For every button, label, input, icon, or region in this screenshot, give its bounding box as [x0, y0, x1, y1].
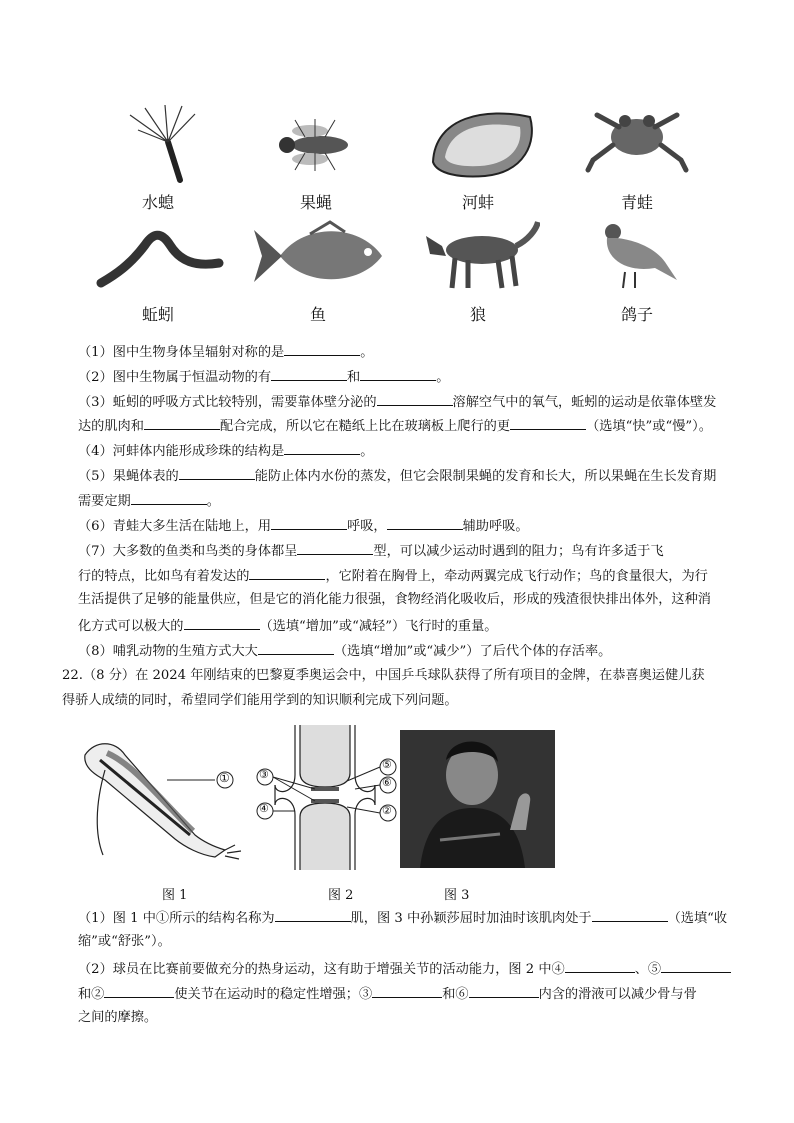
q21-line-1: （1）图中生物身体呈辐射对称的是 。: [78, 341, 738, 363]
answer-blank[interactable]: [284, 440, 360, 455]
figure-1-caption: 图 1: [162, 888, 188, 903]
q21-line-12: 化方式可以极大的 （选填“增加”或“减轻”）飞行时的重量。: [78, 615, 738, 637]
mussel-image: [425, 102, 540, 182]
q21-line-9: （7）大多数的鱼类和鸟类的身体都呈 型，可以减少运动时遇到的阻力；鸟有许多适于飞: [78, 540, 738, 562]
caption-fish: 鱼: [309, 305, 326, 324]
q21-line-2: （2）图中生物属于恒温动物的有 和 。: [78, 366, 738, 388]
answer-blank[interactable]: [249, 565, 325, 580]
q21-line-5: （4）河蚌体内能形成珍珠的结构是 。: [78, 440, 738, 462]
hydra-image: [110, 100, 220, 185]
wolf-image: [420, 218, 540, 293]
caption-earthworm: 蚯蚓: [141, 305, 174, 324]
caption-fruitfly: 果蝇: [299, 193, 332, 212]
caption-pigeon: 鸽子: [620, 305, 653, 324]
q21-line-3: （3）蚯蚓的呼吸方式比较特别，需要靠体壁分泌的 溶解空气中的氧气，蚯蚓的运动是依靠体壁发: [78, 391, 738, 413]
q22-line-2: 缩”或“舒张”）。: [78, 934, 171, 949]
q22-intro-1: 22.（8 分）在 2024 年刚结束的巴黎夏季奥运会中，中国乒乓球队获得了所有项目的金牌，在恭喜奥运健儿获: [62, 668, 705, 683]
answer-blank[interactable]: [661, 958, 731, 973]
answer-blank[interactable]: [510, 415, 586, 430]
label-6: ⑥: [382, 776, 392, 789]
answer-blank[interactable]: [469, 983, 539, 998]
q22-line-4: 和② 使关节在运动时的稳定性增强；③ 和⑥ 内含的滑液可以减少骨与骨: [78, 983, 738, 1005]
answer-blank[interactable]: [275, 907, 351, 922]
figure-3-photo: [400, 730, 555, 868]
answer-blank[interactable]: [372, 983, 442, 998]
label-4: ④: [259, 802, 269, 815]
answer-blank[interactable]: [360, 366, 436, 381]
answer-blank[interactable]: [271, 515, 347, 530]
caption-mussel: 河蚌: [461, 193, 494, 212]
answer-blank[interactable]: [184, 615, 260, 630]
q22-line-3: （2）球员在比赛前要做充分的热身运动，这有助于增强关节的活动能力，图 2 中④ 、⑤: [78, 958, 738, 980]
caption-hydra: 水螅: [141, 193, 174, 212]
fish-image: [250, 220, 390, 292]
caption-frog: 青蛙: [620, 193, 653, 212]
answer-blank[interactable]: [131, 490, 207, 505]
q21-line-6: （5）果蝇体表的 能防止体内水份的蒸发，但它会限制果蝇的发育和长大，所以果蝇在生长发育期: [78, 465, 738, 487]
q21-line-4: 达的肌肉和 配合完成，所以它在糙纸上比在玻璃板上爬行的更 （选填“快”或“慢”）。: [78, 415, 738, 437]
answer-blank[interactable]: [144, 415, 220, 430]
figure-3-caption: 图 3: [444, 888, 470, 903]
earthworm-image: [95, 225, 225, 290]
answer-blank[interactable]: [258, 640, 334, 655]
q22-line-1: （1）图 1 中①所示的结构名称为 肌，图 3 中孙颖莎屈时加油时该肌肉处于 （选填“收: [78, 907, 738, 929]
figure-2-joint: [255, 725, 400, 870]
q21-line-10: 行的特点，比如鸟有着发达的 ，它附着在胸骨上，牵动两翼完成飞行动作；鸟的食量很大，为行: [78, 565, 738, 587]
q21-line-8: （6）青蛙大多生活在陆地上，用 呼吸， 辅助呼吸。: [78, 515, 738, 537]
pigeon-image: [595, 218, 680, 293]
answer-blank[interactable]: [297, 540, 373, 555]
answer-blank[interactable]: [565, 958, 635, 973]
frog-image: [585, 105, 690, 175]
label-5: ⑤: [382, 758, 392, 771]
figure-2-caption: 图 2: [328, 888, 354, 903]
answer-blank[interactable]: [592, 907, 668, 922]
q22-line-5: 之间的摩擦。: [78, 1010, 158, 1025]
answer-blank[interactable]: [271, 366, 347, 381]
answer-blank[interactable]: [387, 515, 463, 530]
answer-blank[interactable]: [179, 465, 255, 480]
answer-blank[interactable]: [104, 983, 174, 998]
q21-line-7: 需要定期 。: [78, 490, 738, 512]
label-2: ②: [382, 804, 392, 817]
caption-wolf: 狼: [469, 305, 486, 324]
answer-blank[interactable]: [284, 341, 360, 356]
answer-blank[interactable]: [377, 391, 453, 406]
q21-line-13: （8）哺乳动物的生殖方式大大 （选填“增加”或“减少”）了后代个体的存活率。: [78, 640, 738, 662]
fruitfly-image: [265, 115, 365, 175]
label-3: ③: [259, 768, 269, 781]
q22-intro-2: 得骄人成绩的同时，希望同学们能用学到的知识顺利完成下列问题。: [62, 693, 458, 708]
label-1: ①: [219, 771, 230, 785]
figure-1-arm: [75, 735, 250, 870]
q21-line-11: 生活提供了足够的能量供应，但是它的消化能力很强，食物经消化吸收后，形成的残渣很快排出体外，这种消: [78, 592, 711, 607]
